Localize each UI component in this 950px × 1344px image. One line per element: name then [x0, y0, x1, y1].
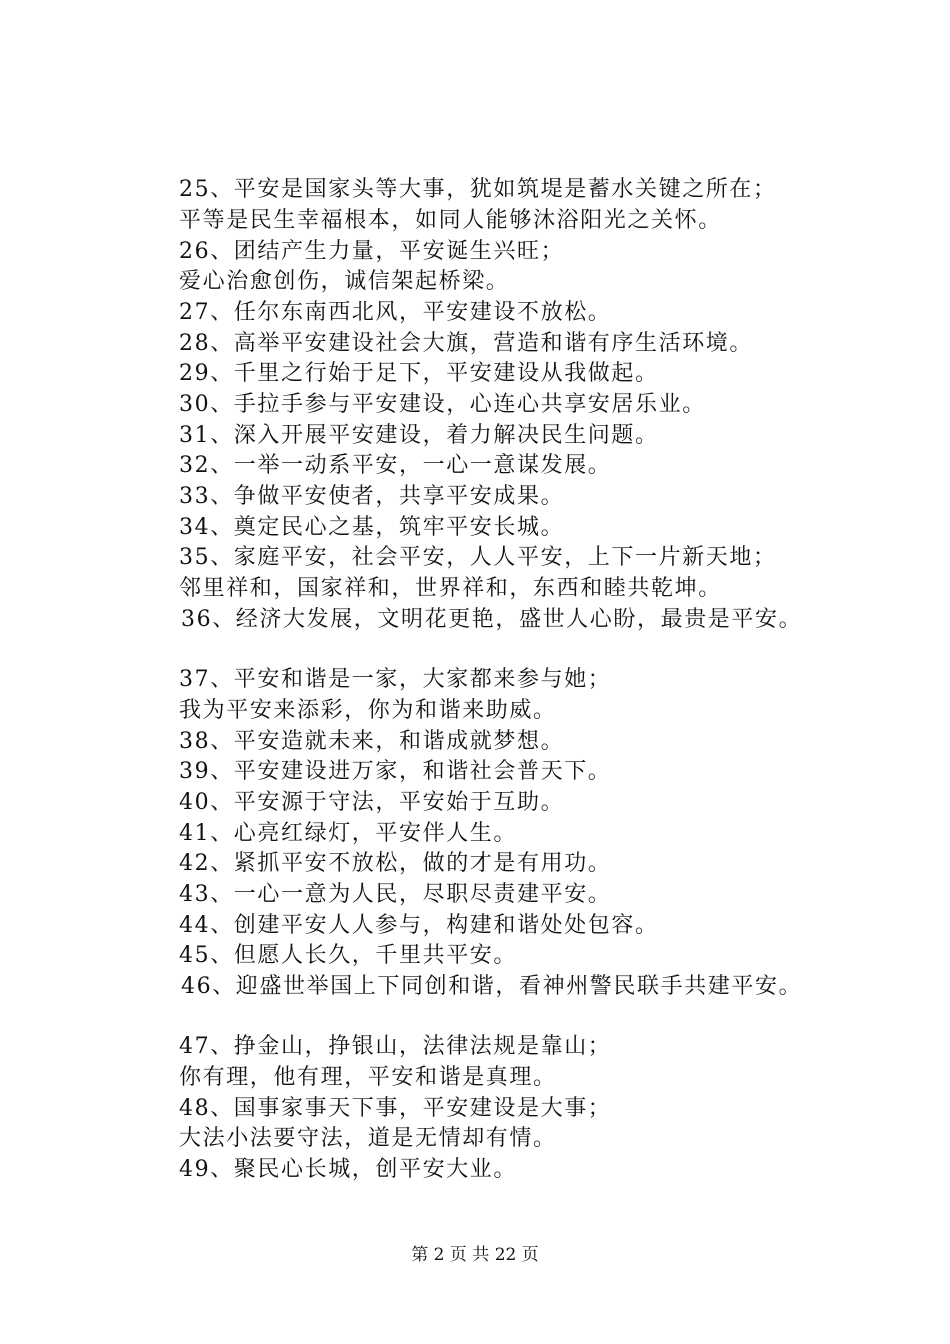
text-line: 36、经济大发展，文明花更艳，盛世人心盼，最贵是平安。	[181, 607, 803, 632]
text-line: 44、创建平安人人参与，构建和谐处处包容。	[179, 913, 659, 938]
text-line: 46、迎盛世举国上下同创和谐，看神州警民联手共建平安。	[181, 974, 803, 999]
text-line: 38、平安造就未来，和谐成就梦想。	[179, 729, 565, 754]
text-line: 爱心治愈创伤，诚信架起桥梁。	[179, 269, 510, 294]
text-line: 31、深入开展平安建设，着力解决民生问题。	[179, 423, 659, 448]
text-line: 26、团结产生力量，平安诞生兴旺；	[179, 239, 565, 264]
text-line: 40、平安源于守法，平安始于互助。	[179, 790, 565, 815]
text-line: 29、千里之行始于足下，平安建设从我做起。	[179, 361, 659, 386]
text-line: 47、挣金山，挣银山，法律法规是靠山；	[179, 1034, 612, 1059]
text-line: 28、高举平安建设社会大旗，营造和谐有序生活环境。	[179, 331, 753, 356]
text-line: 39、平安建设进万家，和谐社会普天下。	[179, 759, 612, 784]
text-line: 34、奠定民心之基，筑牢平安长城。	[179, 515, 565, 540]
text-line: 25、平安是国家头等大事，犹如筑堤是蓄水关键之所在；	[179, 177, 777, 202]
text-line: 41、心亮红绿灯，平安伴人生。	[179, 821, 517, 846]
text-line: 27、任尔东南西北风，平安建设不放松。	[179, 300, 612, 325]
text-line: 30、手拉手参与平安建设，心连心共享安居乐业。	[179, 392, 706, 417]
text-line: 42、紧抓平安不放松，做的才是有用功。	[179, 851, 612, 876]
text-line: 45、但愿人长久，千里共平安。	[179, 943, 517, 968]
text-line: 大法小法要守法，道是无情却有情。	[179, 1126, 557, 1151]
text-line: 35、家庭平安，社会平安，人人平安，上下一片新天地；	[179, 545, 777, 570]
text-line: 32、一举一动系平安，一心一意谋发展。	[179, 453, 612, 478]
text-line: 33、争做平安使者，共享平安成果。	[179, 484, 565, 509]
text-line: 平等是民生幸福根本，如同人能够沐浴阳光之关怀。	[179, 208, 722, 233]
text-line: 48、国事家事天下事，平安建设是大事；	[179, 1096, 612, 1121]
text-line: 37、平安和谐是一家，大家都来参与她；	[179, 667, 612, 692]
text-line: 你有理，他有理，平安和谐是真理。	[179, 1065, 557, 1090]
page-number-footer: 第 2 页 共 22 页	[411, 1245, 539, 1265]
text-line: 43、一心一意为人民，尽职尽责建平安。	[179, 882, 612, 907]
text-line: 49、聚民心长城，创平安大业。	[179, 1157, 517, 1182]
text-line: 我为平安来添彩，你为和谐来助威。	[179, 698, 557, 723]
text-line: 邻里祥和，国家祥和，世界祥和，东西和睦共乾坤。	[179, 576, 722, 601]
